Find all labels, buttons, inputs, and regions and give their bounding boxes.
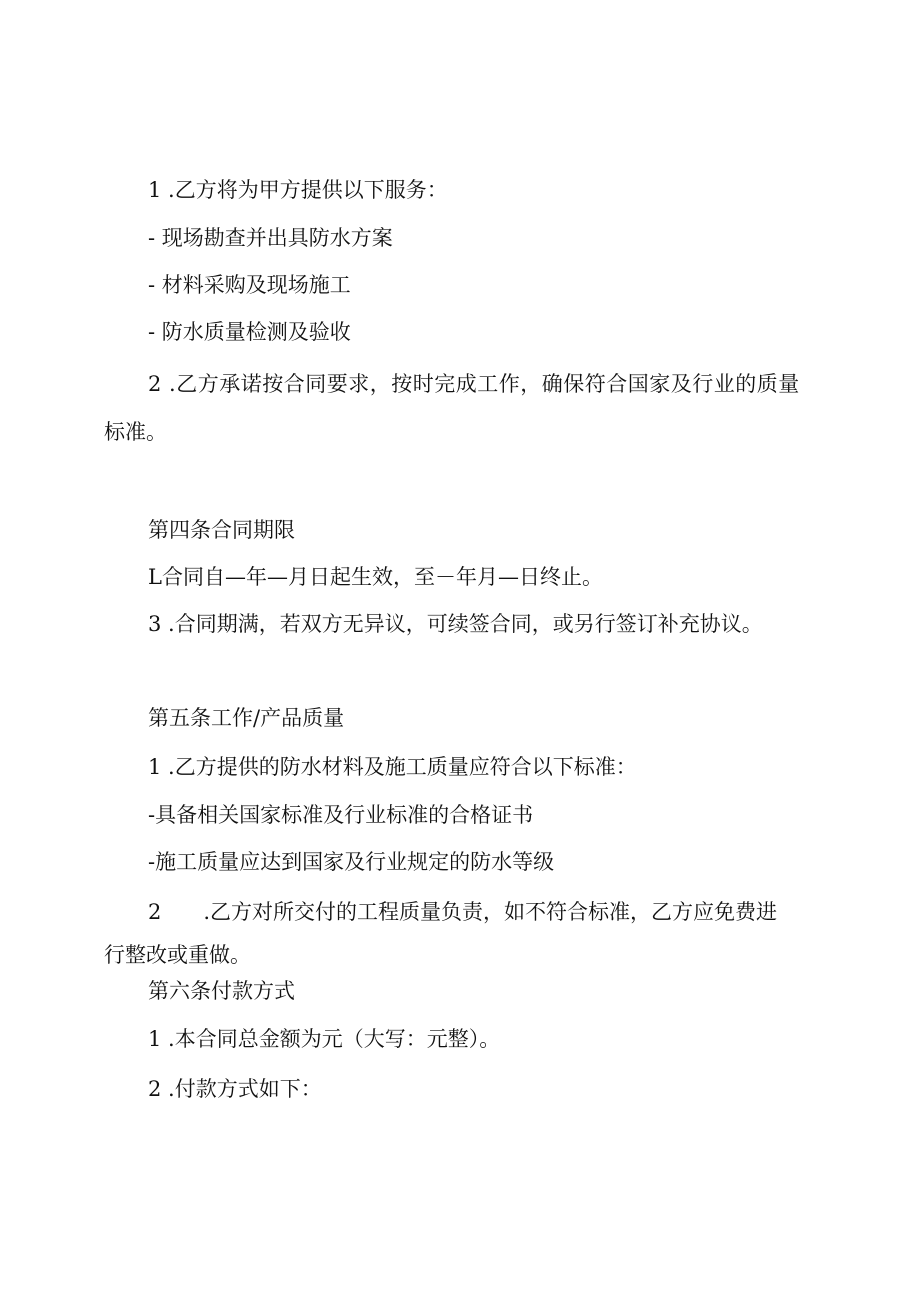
quality-commitment: 2 .乙方承诺按合同要求，按时完成工作，确保符合国家及行业的质量 [148, 372, 800, 396]
service-item-survey: - 现场勘查并出具防水方案 [148, 226, 393, 250]
quality-standard-grade: -施工质量应达到国家及行业规定的防水等级 [148, 850, 555, 874]
payment-method-intro: 2 .付款方式如下： [148, 1077, 322, 1101]
service-list-intro: 1 .乙方将为甲方提供以下服务： [148, 178, 448, 202]
quality-commitment-continuation: 标准。 [104, 420, 167, 444]
payment-total-amount: 1 .本合同总金额为元（大写：元整）。 [148, 1027, 501, 1051]
service-item-construction: - 材料采购及现场施工 [148, 273, 351, 297]
service-item-inspection: - 防水质量检测及验收 [148, 320, 351, 344]
quality-responsibility-continuation: 行整改或重做。 [104, 943, 251, 967]
article-six-heading: 第六条付款方式 [148, 979, 295, 1003]
contract-renewal-clause: 3 .合同期满，若双方无异议，可续签合同，或另行签订补充协议。 [148, 612, 763, 636]
article-four-heading: 第四条合同期限 [148, 518, 295, 542]
quality-standard-intro: 1 .乙方提供的防水材料及施工质量应符合以下标准： [148, 755, 637, 779]
quality-standard-certificate: -具备相关国家标准及行业标准的合格证书 [148, 803, 534, 827]
contract-term-clause: L合同自—年—月日起生效，至－年月—日终止。 [148, 565, 603, 589]
quality-responsibility: 2 .乙方对所交付的工程质量负责，如不符合标准，乙方应免费进 [148, 900, 778, 924]
article-five-heading: 第五条工作/产品质量 [148, 706, 345, 730]
